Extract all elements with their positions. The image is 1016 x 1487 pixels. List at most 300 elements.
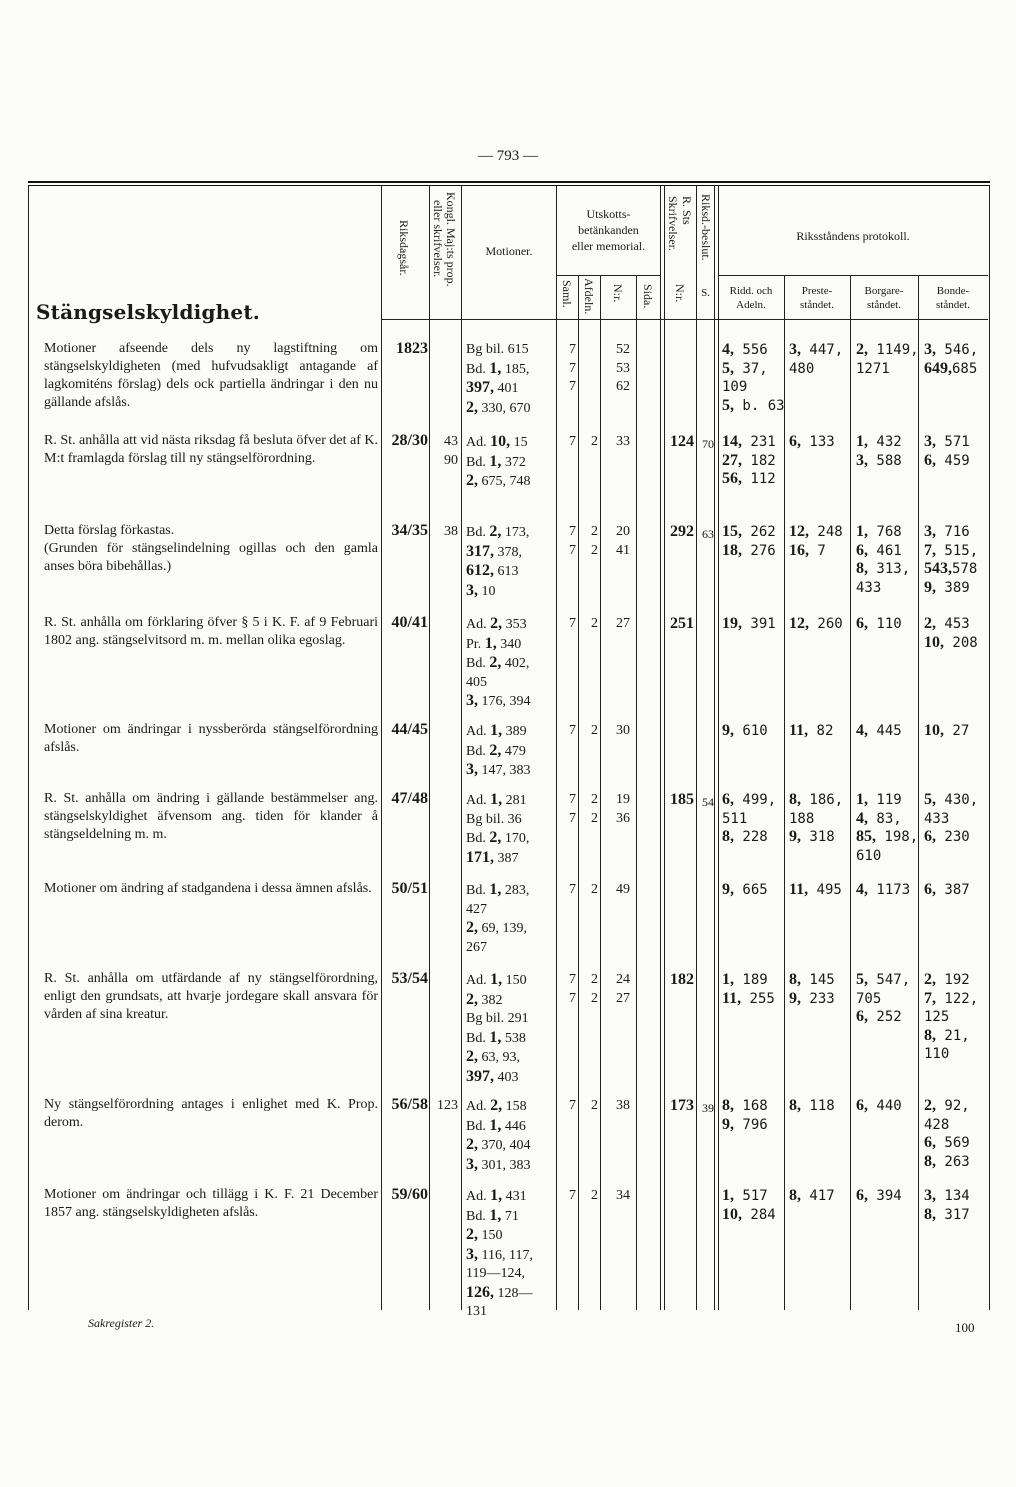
cell-line: Bd. 1, 185,	[466, 359, 530, 377]
cell-line: 33	[616, 434, 630, 449]
col-line	[718, 186, 719, 1310]
row-year: 59/60	[391, 1186, 428, 1203]
cell-line: 119—124,	[466, 1266, 525, 1281]
row-motioner	[466, 971, 529, 1087]
cell-line: Bg bil. 36	[466, 811, 522, 827]
row-description: Motioner afseende dels ny lagstiftning om stängselskyldigheten (med hufvudsakligt antagande af lagkomiténs förslag) dels ock partiella ändringar i den nu gällande afslås.	[44, 341, 378, 410]
cell-line: 4, 445	[856, 722, 902, 739]
row-saml	[562, 433, 576, 452]
row-description: R. St. anhålla om ändring i gällande bestämmelser ang. stängselskyldighet äfvensom ang. tiden för klander å stängseldelning m. m.	[44, 791, 378, 842]
table-top-rule	[28, 181, 990, 183]
cell-line: 2	[591, 792, 598, 807]
row-motioner	[466, 341, 531, 418]
section-title: Stängselskyldighet.	[36, 300, 260, 324]
cell-line: 5, 37,	[722, 359, 768, 377]
cell-line: 3, 588	[856, 451, 902, 469]
cell-line: 4, 1173	[856, 881, 911, 898]
cell-line: 7	[569, 616, 576, 631]
header-nr: N:r.	[611, 284, 625, 303]
cell-line: 2	[591, 542, 598, 558]
row-borgarestandet	[856, 1097, 902, 1116]
row-year: 53/54	[391, 970, 428, 987]
header-subline	[718, 275, 988, 276]
row-prestestandet	[789, 791, 843, 847]
cell-line: 397, 403	[466, 1067, 519, 1085]
cell-line: 543,578	[924, 560, 978, 577]
header-kongl-prop: Kongl. Maj:ts prop.	[444, 192, 458, 287]
cell-line: 3, 716	[924, 523, 970, 540]
row-riksd-beslut-s: 70	[702, 437, 714, 451]
cell-line: 397, 401	[466, 379, 519, 396]
row-description: R. St. anhålla att vid nästa riksdag få besluta öfver det af K. M:t framlagda förslag till ny stängselförordning.	[44, 433, 378, 466]
cell-line: 9, 610	[722, 722, 768, 739]
cell-line: 41	[616, 542, 630, 558]
cell-line: Bd. 1, 446	[466, 1116, 526, 1134]
row-rsts-nr: 292	[670, 523, 694, 540]
cell-line: 12, 248	[789, 523, 843, 540]
cell-line: 38	[616, 1098, 630, 1113]
cell-line: Bd. 2, 170,	[466, 829, 530, 846]
header-ridd-l2: Adeln.	[736, 299, 766, 311]
header-rsts-skrif: Skrifvelser.	[666, 196, 680, 251]
cell-line: 49	[616, 882, 630, 897]
row-borgarestandet	[856, 881, 910, 900]
cell-line: 2	[591, 1188, 598, 1203]
col-line	[714, 186, 715, 1310]
cell-line: 8, 186,	[789, 791, 844, 808]
col-line	[784, 275, 785, 1310]
row-afdeln	[584, 433, 598, 452]
cell-line: 10, 27	[924, 722, 970, 739]
cell-line: 8, 263	[924, 1152, 970, 1170]
row-afdeln	[584, 523, 598, 560]
row-motioner	[466, 1097, 531, 1175]
row-motioner	[466, 433, 531, 492]
cell-line: 2, 92,	[924, 1097, 970, 1114]
header-riksdagsar: Riksdagsår.	[397, 220, 411, 276]
row-prestestandet	[789, 971, 835, 1008]
header-bonde-l1: Bonde-	[936, 285, 970, 297]
cell-line: 480	[789, 360, 815, 377]
cell-line: 188	[789, 810, 815, 827]
cell-line: 2, 192	[924, 971, 970, 988]
row-kongl-prop: 43 90	[444, 434, 458, 468]
row-description: Detta förslag förkastas. (Grunden för stängselindelning ogillas och den gamla anses böra bibehållas.)	[44, 523, 378, 574]
header-ridd	[718, 284, 784, 312]
row-year: 28/30	[391, 432, 428, 449]
cell-line: 125	[924, 1009, 950, 1025]
col-line	[461, 186, 462, 1310]
cell-line: 7	[569, 360, 576, 376]
row-ridd-adeln	[722, 881, 768, 900]
header-bonde	[918, 284, 988, 312]
row-year: 56/58	[391, 1096, 428, 1113]
row-afdeln	[584, 1097, 598, 1116]
col-line	[850, 275, 851, 1310]
cell-line: 8, 118	[789, 1097, 835, 1114]
row-ridd-adeln	[722, 971, 775, 1008]
cell-line: 2	[591, 524, 598, 539]
row-afdeln	[584, 615, 598, 634]
col-line	[600, 275, 601, 1310]
cell-line: 1, 119	[856, 791, 902, 808]
cell-line: 2, 330, 670	[466, 398, 531, 416]
cell-line: 171, 387	[466, 848, 519, 866]
header-borgare	[850, 284, 918, 312]
cell-line: 5, 547,	[856, 971, 911, 988]
col-line	[696, 186, 697, 1310]
cell-line: 4, 83,	[856, 809, 902, 827]
cell-line: 8, 417	[789, 1187, 835, 1204]
cell-line: 9, 233	[789, 989, 835, 1007]
cell-line: 9, 318	[789, 828, 835, 845]
row-afdeln	[584, 1187, 598, 1206]
row-description: Motioner om ändringar och tillägg i K. F. 21 December 1857 ang. stängselskyldigheten afslås.	[44, 1187, 378, 1220]
cell-line: 6, 461	[856, 541, 902, 559]
row-year: 50/51	[391, 880, 428, 897]
cell-line: 2, 150	[466, 1226, 503, 1243]
cell-line: 8, 145	[789, 971, 835, 988]
cell-line: 6, 387	[924, 881, 970, 898]
header-bottom-line	[381, 319, 988, 320]
cell-line: 6, 499,	[722, 791, 777, 808]
header-subline	[556, 275, 660, 276]
cell-line: 7	[569, 434, 576, 449]
cell-line: 6, 133	[789, 433, 835, 450]
cell-line: 3, 571	[924, 433, 970, 450]
cell-line: 4, 556	[722, 341, 768, 358]
cell-line: 11, 82	[789, 722, 834, 739]
row-saml	[562, 523, 576, 560]
row-rsts-nr: 251	[670, 615, 694, 632]
row-borgarestandet	[856, 791, 918, 865]
row-bondestandet	[924, 791, 978, 847]
cell-line: 2	[591, 810, 598, 826]
cell-line: 2, 63, 93,	[466, 1048, 520, 1065]
cell-line: 2	[591, 972, 598, 987]
row-ridd-adeln	[722, 523, 776, 560]
cell-line: 317, 378,	[466, 542, 522, 560]
row-prestestandet	[789, 722, 833, 741]
cell-line: 7	[569, 542, 576, 558]
cell-line: 433	[924, 810, 950, 827]
row-motioner	[466, 722, 531, 781]
row-borgarestandet	[856, 433, 902, 470]
row-ridd-adeln	[722, 722, 768, 741]
cell-line: Ad. 1, 389	[466, 722, 527, 739]
row-motioner	[466, 791, 529, 868]
cell-line: 7	[569, 723, 576, 738]
cell-line: 110	[924, 1046, 950, 1062]
row-bondestandet	[924, 722, 969, 741]
cell-line: 6, 440	[856, 1097, 902, 1114]
cell-line: Ad. 1, 281	[466, 791, 527, 808]
row-saml	[562, 615, 576, 634]
footer-register: Sakregister 2.	[88, 1316, 155, 1330]
row-afdeln	[584, 722, 598, 741]
cell-line: 7	[569, 972, 576, 987]
cell-line: 8, 317	[924, 1205, 970, 1223]
cell-line: 19	[616, 792, 630, 807]
cell-line: 2, 453	[924, 615, 970, 632]
cell-line: Ad. 1, 431	[466, 1187, 527, 1204]
row-utskott-nr	[606, 523, 630, 560]
col-line	[660, 186, 661, 1310]
cell-line: 85, 198,	[856, 828, 919, 845]
cell-line: 1, 432	[856, 433, 902, 450]
row-description: Motioner om ändring af stadgandena i dessa ämnen afslås.	[44, 881, 372, 896]
cell-line: 8, 21,	[924, 1026, 970, 1044]
row-saml	[562, 722, 576, 741]
header-utskotts	[557, 206, 660, 254]
row-saml	[562, 881, 576, 900]
cell-line: 53	[616, 360, 630, 376]
cell-line: 7	[569, 524, 576, 539]
cell-line: 1, 517	[722, 1187, 768, 1204]
row-kongl-prop: 38	[444, 524, 458, 539]
header-s: S.	[701, 287, 710, 299]
row-prestestandet	[789, 523, 843, 560]
row-prestestandet	[789, 433, 835, 452]
cell-line: 267	[466, 939, 487, 955]
cell-line: 56, 112	[722, 470, 776, 487]
row-utskott-nr	[606, 341, 630, 397]
cell-line: 14, 231	[722, 433, 776, 450]
cell-line: 2	[591, 882, 598, 897]
row-saml	[562, 791, 576, 828]
row-utskott-nr	[606, 433, 630, 452]
row-utskott-nr	[606, 615, 630, 634]
cell-line: 1271	[856, 360, 890, 377]
row-borgarestandet	[856, 341, 919, 378]
row-description: R. St. anhålla om förklaring öfver § 5 i K. F. af 9 Februari 1802 ang. stängselvitsord m. m. mellan olika egoslag.	[44, 615, 378, 648]
cell-line: 11, 495	[789, 881, 842, 898]
row-bondestandet	[924, 523, 978, 597]
row-year: 1823	[396, 340, 428, 357]
header-borgare-l1: Borgare-	[864, 285, 904, 297]
row-prestestandet	[789, 1097, 835, 1116]
col-line	[429, 186, 430, 1310]
cell-line: 3, 10	[466, 581, 496, 599]
cell-line: 36	[616, 810, 630, 826]
row-ridd-adeln	[722, 615, 776, 634]
header-preste	[784, 284, 850, 312]
cell-line: 7	[569, 379, 576, 394]
header-afdeln: Afdeln.	[582, 278, 596, 315]
row-bondestandet	[924, 881, 970, 900]
cell-line: 12, 260	[789, 615, 843, 632]
row-saml	[562, 1187, 576, 1206]
cell-line: 24	[616, 972, 630, 987]
cell-line: 6, 394	[856, 1187, 902, 1204]
row-utskott-nr	[606, 1097, 630, 1116]
cell-line: 7	[569, 810, 576, 826]
row-prestestandet	[789, 1187, 835, 1206]
row-borgarestandet	[856, 523, 910, 597]
cell-line: 52	[616, 342, 630, 357]
row-description: Ny stängselförordning antages i enlighet med K. Prop. derom.	[44, 1097, 378, 1130]
row-kongl-prop: 123	[437, 1098, 458, 1113]
cell-line: 3, 176, 394	[466, 692, 531, 709]
cell-line: 10, 208	[924, 633, 978, 651]
row-ridd-adeln	[722, 791, 776, 847]
cell-line: Pr. 1, 340	[466, 634, 522, 652]
row-afdeln	[584, 791, 598, 828]
cell-line: 610	[856, 847, 882, 864]
cell-line: 2	[591, 434, 598, 449]
cell-line: 612, 613	[466, 562, 519, 579]
row-year: 47/48	[391, 790, 428, 807]
cell-line: 3, 546,	[924, 341, 979, 358]
row-ridd-adeln	[722, 433, 776, 489]
row-bondestandet	[924, 1187, 970, 1224]
row-motioner	[466, 1187, 533, 1322]
cell-line: Bd. 2, 479	[466, 741, 526, 759]
header-utskotts-l1: Utskotts-	[586, 207, 631, 221]
header-bonde-l2: ståndet.	[936, 299, 970, 311]
cell-line: 2	[591, 990, 598, 1006]
row-afdeln	[584, 881, 598, 900]
cell-line: 649,685	[924, 359, 978, 377]
cell-line: 7	[569, 792, 576, 807]
cell-line: 19, 391	[722, 615, 776, 632]
cell-line: Bd. 2, 173,	[466, 523, 530, 540]
cell-line: 27	[616, 616, 630, 631]
row-bondestandet	[924, 615, 978, 652]
row-ridd-adeln	[722, 1097, 768, 1134]
row-saml	[562, 341, 576, 397]
cell-line: 131	[466, 1304, 487, 1319]
header-riksdbeslut: Riksd.-beslut.	[699, 194, 713, 261]
cell-line: 2, 1149,	[856, 341, 919, 358]
row-bondestandet	[924, 433, 970, 470]
row-afdeln	[584, 971, 598, 1008]
header-utskotts-l3: eller memorial.	[571, 239, 646, 253]
cell-line: 2	[591, 616, 598, 631]
cell-line: 6, 230	[924, 828, 970, 845]
cell-line: Bd. 1, 538	[466, 1028, 526, 1046]
cell-line: Bg bil. 291	[466, 1011, 529, 1026]
cell-line: Bg bil. 615	[466, 342, 529, 357]
row-ridd-adeln	[722, 341, 785, 415]
cell-line: 511	[722, 810, 748, 827]
cell-line: 3, 301, 383	[466, 1155, 531, 1173]
row-motioner	[466, 881, 529, 957]
cell-line: 7, 515,	[924, 541, 979, 559]
row-prestestandet	[789, 615, 843, 634]
cell-line: 8, 313,	[856, 560, 911, 577]
cell-line: 3, 447,	[789, 341, 844, 358]
row-motioner	[466, 523, 529, 601]
cell-line: 8, 228	[722, 828, 768, 845]
header-utskotts-l2: betänkanden	[578, 223, 639, 237]
col-line	[578, 275, 579, 1310]
cell-line: 7	[569, 990, 576, 1006]
row-year: 34/35	[391, 522, 428, 539]
row-year: 44/45	[391, 721, 428, 738]
cell-line: Ad. 2, 158	[466, 1097, 527, 1114]
row-utskott-nr	[606, 791, 630, 828]
row-prestestandet	[789, 341, 843, 378]
cell-line: 2, 370, 404	[466, 1136, 531, 1153]
cell-line: 9, 665	[722, 881, 768, 898]
cell-line: 27	[616, 990, 630, 1006]
cell-line: 7	[569, 1098, 576, 1113]
header-sida: Sida.	[641, 284, 655, 309]
row-year: 40/41	[391, 614, 428, 631]
row-borgarestandet	[856, 971, 910, 1027]
header-preste-l1: Preste-	[801, 285, 833, 297]
row-rsts-nr: 124	[670, 433, 694, 450]
row-prestestandet	[789, 881, 842, 900]
header-saml: Saml.	[560, 280, 574, 308]
cell-line: 6, 252	[856, 1008, 902, 1025]
cell-line: 7	[569, 342, 576, 357]
cell-line: 3, 147, 383	[466, 761, 531, 778]
row-utskott-nr	[606, 881, 630, 900]
cell-line: 30	[616, 723, 630, 738]
cell-line: Bd. 2, 402,	[466, 654, 530, 671]
row-description: Motioner om ändringar i nyssberörda stängselförordning afslås.	[44, 722, 378, 755]
cell-line: 11, 255	[722, 989, 775, 1007]
cell-line: 126, 128—	[466, 1283, 533, 1301]
header-riksstandens: Riksståndens protokoll.	[796, 229, 910, 243]
cell-line: Ad. 1, 150	[466, 971, 527, 988]
cell-line: 2, 675, 748	[466, 472, 531, 489]
cell-line: 3, 116, 117,	[466, 1245, 533, 1263]
row-borgarestandet	[856, 615, 902, 634]
cell-line: 7	[569, 1188, 576, 1203]
cell-line: 427	[466, 901, 487, 917]
cell-line: 705	[856, 990, 882, 1007]
cell-line: 15, 262	[722, 523, 776, 540]
cell-line: 62	[616, 379, 630, 394]
row-borgarestandet	[856, 722, 902, 741]
cell-line: 7, 122,	[924, 989, 979, 1007]
cell-line: 5, b. 63	[722, 396, 785, 414]
cell-line: 18, 276	[722, 541, 776, 559]
cell-line: Ad. 10, 15	[466, 433, 528, 450]
col-line	[556, 186, 557, 1310]
header-rsts: R. Sts	[680, 196, 694, 225]
cell-line: 428	[924, 1116, 950, 1133]
header-motioner: Motioner.	[485, 244, 533, 258]
cell-line: 2	[591, 723, 598, 738]
row-riksd-beslut-s: 39	[702, 1101, 714, 1115]
cell-line: Bd. 1, 372	[466, 452, 526, 470]
row-saml	[562, 1097, 576, 1116]
cell-line: 1, 768	[856, 523, 902, 540]
row-bondestandet	[924, 341, 978, 378]
cell-line: 9, 389	[924, 578, 970, 596]
cell-line: 10, 284	[722, 1205, 776, 1223]
page-number: — 793 —	[478, 148, 538, 164]
cell-line: 8, 168	[722, 1097, 768, 1114]
cell-line: 7	[569, 882, 576, 897]
row-rsts-nr: 182	[670, 971, 694, 988]
row-description: R. St. anhålla om utfärdande af ny stängselförordning, enligt den grundsats, att hvarje jordegare skall ansvara för vården af sina kreatur.	[44, 971, 378, 1022]
row-riksd-beslut-s: 54	[702, 795, 714, 809]
cell-line: 6, 110	[856, 615, 902, 632]
row-bondestandet	[924, 971, 978, 1064]
cell-line: 6, 459	[924, 451, 970, 469]
row-rsts-nr: 173	[670, 1097, 694, 1114]
cell-line: 5, 430,	[924, 791, 979, 808]
cell-line: 405	[466, 674, 487, 690]
col-line	[636, 275, 637, 1310]
cell-line: 16, 7	[789, 541, 826, 559]
row-saml	[562, 971, 576, 1008]
